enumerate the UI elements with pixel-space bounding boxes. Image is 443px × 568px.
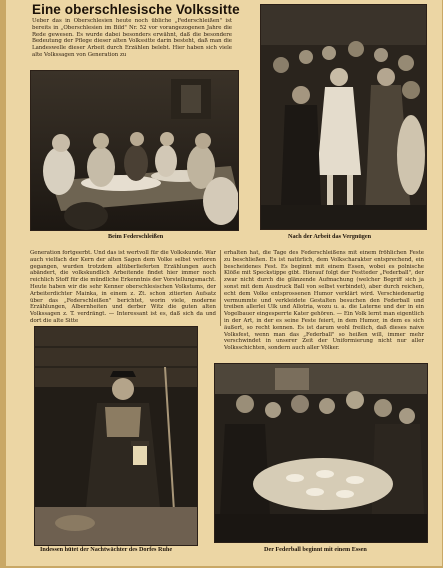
photo-feather-ball-meal xyxy=(214,363,428,543)
caption-photo1: Beim Federschleißen xyxy=(108,233,164,240)
article-title: Eine oberschlesische Volkssitte xyxy=(32,2,240,17)
intro-text: Ueber das in Oberschlesien heute noch übliche „Federschleißen" ist bereits in „Oberschlesien im Bild" Nr. 52 vor vorangezogenen Jahre die Rede gewesen. Es wurde dabei besonders erwähnt, daß die besondere Bedeutung der Pflege dieser alten Volkssitte darin besteht, daß man die Landeswelle dieser Arbeit durch Erzählen belebt. Hier haben sich viele alte Volkssagen von Generation zu xyxy=(32,18,232,58)
column-divider xyxy=(220,250,221,326)
photo-feather-plucking xyxy=(30,70,239,231)
caption-photo3: Indessen hütet der Nachtwächter des Dorfes Ruhe xyxy=(40,546,173,553)
caption-photo4: Der Federball beginnt mit einem Essen xyxy=(264,546,367,553)
caption-photo2: Nach der Arbeit das Vergnügen xyxy=(288,233,372,240)
photo-celebration xyxy=(260,4,427,230)
column-2-text: erhalten hat, die Tage des Federschleißens mit einem fröhlichen Feste zu beschließen. Es ist natürlich, dem Volkscharakter entsprechend, ein bescheidenes Fest. Es beginnt mit einem Essen, wobei es polnische Klöße mit Speckstippe gibt. Hierauf folgt der Festteder „Federball", der zwar nicht durch die glänzende Aufmachung (welcher Begriff sich ja sonst mit dem Ausdruck Ball von selbst verbindet), aber durch reichen, echt dem Volke entsprossenen Humor verklärt wird. Verschiedenartig vermummte und verkleidete Gestalten besuchen den Federball und treiben allerlei Ulk und Allotria, wozu u. a. die Laterne und der in ein Vogelbauer eingesperrte Kater gehören. — Ein Volk lernt man eigentlich in der Art, in der es seine Feste feiert, in dem Humor, in dem es sich äußert, so recht kennen. Es ist darum wohl freilich, daß dieses naive Volksfest, wenn man das „Federball" so heißen will, immer mehr verschwindet in unserer Zeit der Uniformierung nicht nur aller Volksschichten, sondern auch aller Völker. xyxy=(224,250,424,350)
magazine-page xyxy=(6,0,442,566)
photo-night-watchman xyxy=(34,326,198,546)
column-1-text: Generation fortgeerbt. Und das ist wertvoll für die Volkskunde. War auch vielfach der Kern der alten Sagen dem Volke selbst verloren gegangen, wurden trotzdem altüberlieferten Erzählungen auch abändert, die volkskundlich Arbeitende findet hier immer noch reichlich Stoff für die mündliche Erkenntnis der Vorstellungsmacht. Heute haben wir die sehr Kenner oberschlesischen Volkstums, der Arbeiterdichter Mainka, in einem z. Zt. schon zitierten Aufsatz über das „Federschleißen" berichtet, worin viele, moderne Erzählungen, Albernheiten und derber Witz die guten alten Volkssagen z. T. verdrängt. — Interessant ist es, daß sich da und dort die alte Sitte xyxy=(30,250,216,324)
